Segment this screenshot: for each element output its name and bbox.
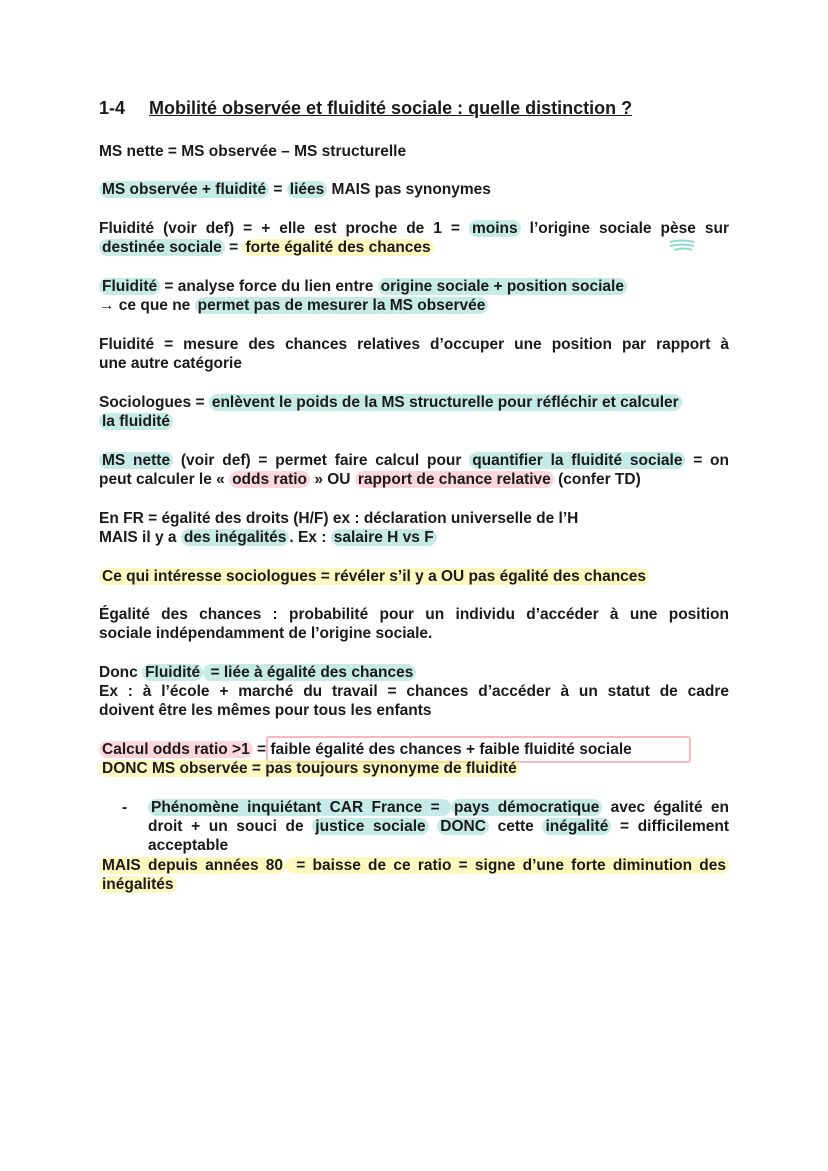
- highlight-yellow: inégalités: [99, 876, 177, 893]
- note-line: Fluidité (voir def) = + elle est proche de 1 = moins l’origine sociale pèse sur: [99, 220, 729, 237]
- note-line: [99, 875, 177, 894]
- highlight-teal: MS observée + fluidité: [99, 181, 269, 198]
- note-line: droit + un souci de justice sociale DONC cette inégalité = difficilement: [148, 818, 729, 835]
- note-line: Calcul odds ratio >1 = faible égalité des chances + faible fluidité sociale: [99, 740, 632, 759]
- highlight-teal: enlèvent le poids de la MS structurelle pour réfléchir et calculer: [209, 394, 682, 411]
- highlight-teal: destinée sociale: [99, 239, 225, 256]
- note-line: Ex : à l’école + marché du travail = chances d’accéder à un statut de cadre: [99, 683, 729, 700]
- note-line: MS nette = MS observée – MS structurelle: [99, 143, 407, 160]
- highlight-teal: = liée à égalité des chances: [203, 664, 416, 681]
- highlight-teal: origine sociale + position sociale: [378, 278, 627, 295]
- note-line: Fluidité = mesure des chances relatives d’occuper une position par rapport à: [99, 336, 729, 353]
- highlight-yellow: Ce qui intéresse sociologues = révéler s’il y a OU pas égalité des chances: [99, 568, 649, 585]
- note-line: Fluidité = analyse force du lien entre origine sociale + position sociale: [99, 277, 627, 296]
- note-line: peut calculer le « odds ratio » OU rapport de chance relative (confer TD): [99, 471, 641, 488]
- squiggle-underline-mark: [668, 239, 696, 251]
- note-line: En FR = égalité des droits (H/F) ex : déclaration universelle de l’H: [99, 510, 579, 527]
- note-line: MS nette (voir def) = permet faire calcul pour quantifier la fluidité sociale = on: [99, 451, 729, 470]
- note-line: Égalité des chances : probabilité pour un individu d’accéder à une position: [99, 606, 729, 623]
- highlight-teal: inégalité: [542, 818, 611, 835]
- highlight-pink: Calcul odds ratio >1: [99, 741, 253, 758]
- highlight-yellow: MAIS depuis années 80: [99, 857, 286, 874]
- highlight-teal: des inégalités: [181, 529, 290, 546]
- note-line: une autre catégorie: [99, 355, 242, 372]
- highlight-teal: moins: [469, 220, 521, 237]
- note-line: Phénomène inquiétant CAR France = pays démocratique avec égalité en: [148, 798, 729, 817]
- note-line: Donc Fluidité = liée à égalité des chances: [99, 663, 416, 682]
- highlight-teal: quantifier la fluidité sociale: [469, 452, 685, 469]
- highlight-teal: Phénomène inquiétant CAR France =: [148, 799, 451, 816]
- bullet-marker: -: [122, 799, 128, 816]
- highlight-teal: DONC: [437, 818, 489, 835]
- section-title: Mobilité observée et fluidité sociale : quelle distinction ?: [149, 98, 633, 118]
- note-line: doivent être les mêmes pour tous les enfants: [99, 702, 432, 719]
- highlight-yellow: forte égalité des chances: [242, 239, 433, 256]
- highlight-teal: MS nette: [99, 452, 173, 469]
- note-line: MS observée + fluidité = liées MAIS pas synonymes: [99, 180, 491, 199]
- note-line: Sociologues = enlèvent le poids de la MS structurelle pour réfléchir et calculer: [99, 393, 682, 412]
- highlight-teal: justice sociale: [312, 818, 428, 835]
- highlight-teal: liées: [287, 181, 327, 198]
- highlight-teal: pays démocratique: [451, 799, 602, 816]
- highlight-teal: Fluidité: [99, 278, 160, 295]
- note-line: MAIS il y a des inégalités . Ex : salaire H vs F: [99, 528, 437, 547]
- note-line: destinée sociale = forte égalité des chances: [99, 238, 434, 257]
- highlight-pink: odds ratio: [229, 471, 310, 488]
- note-line: → ce que ne permet pas de mesurer la MS observée: [99, 296, 488, 315]
- note-line: [99, 567, 649, 586]
- highlight-teal: Fluidité: [142, 664, 203, 681]
- section-number: 1-4: [99, 98, 126, 118]
- note-line: [99, 856, 729, 875]
- note-line: acceptable: [148, 837, 229, 854]
- highlight-teal: salaire H vs F: [331, 529, 437, 546]
- note-line: [99, 759, 520, 778]
- highlight-yellow: DONC MS observée = pas toujours synonyme de fluidité: [99, 760, 520, 777]
- note-line: sociale indépendamment de l’origine sociale.: [99, 625, 433, 642]
- section-heading: [99, 98, 632, 119]
- note-line: [99, 412, 173, 431]
- highlight-yellow: = baisse de ce ratio = signe d’une forte diminution des: [286, 857, 729, 874]
- highlight-teal: la fluidité: [99, 413, 173, 430]
- highlight-pink: rapport de chance relative: [355, 471, 554, 488]
- highlight-teal: permet pas de mesurer la MS observée: [195, 297, 489, 314]
